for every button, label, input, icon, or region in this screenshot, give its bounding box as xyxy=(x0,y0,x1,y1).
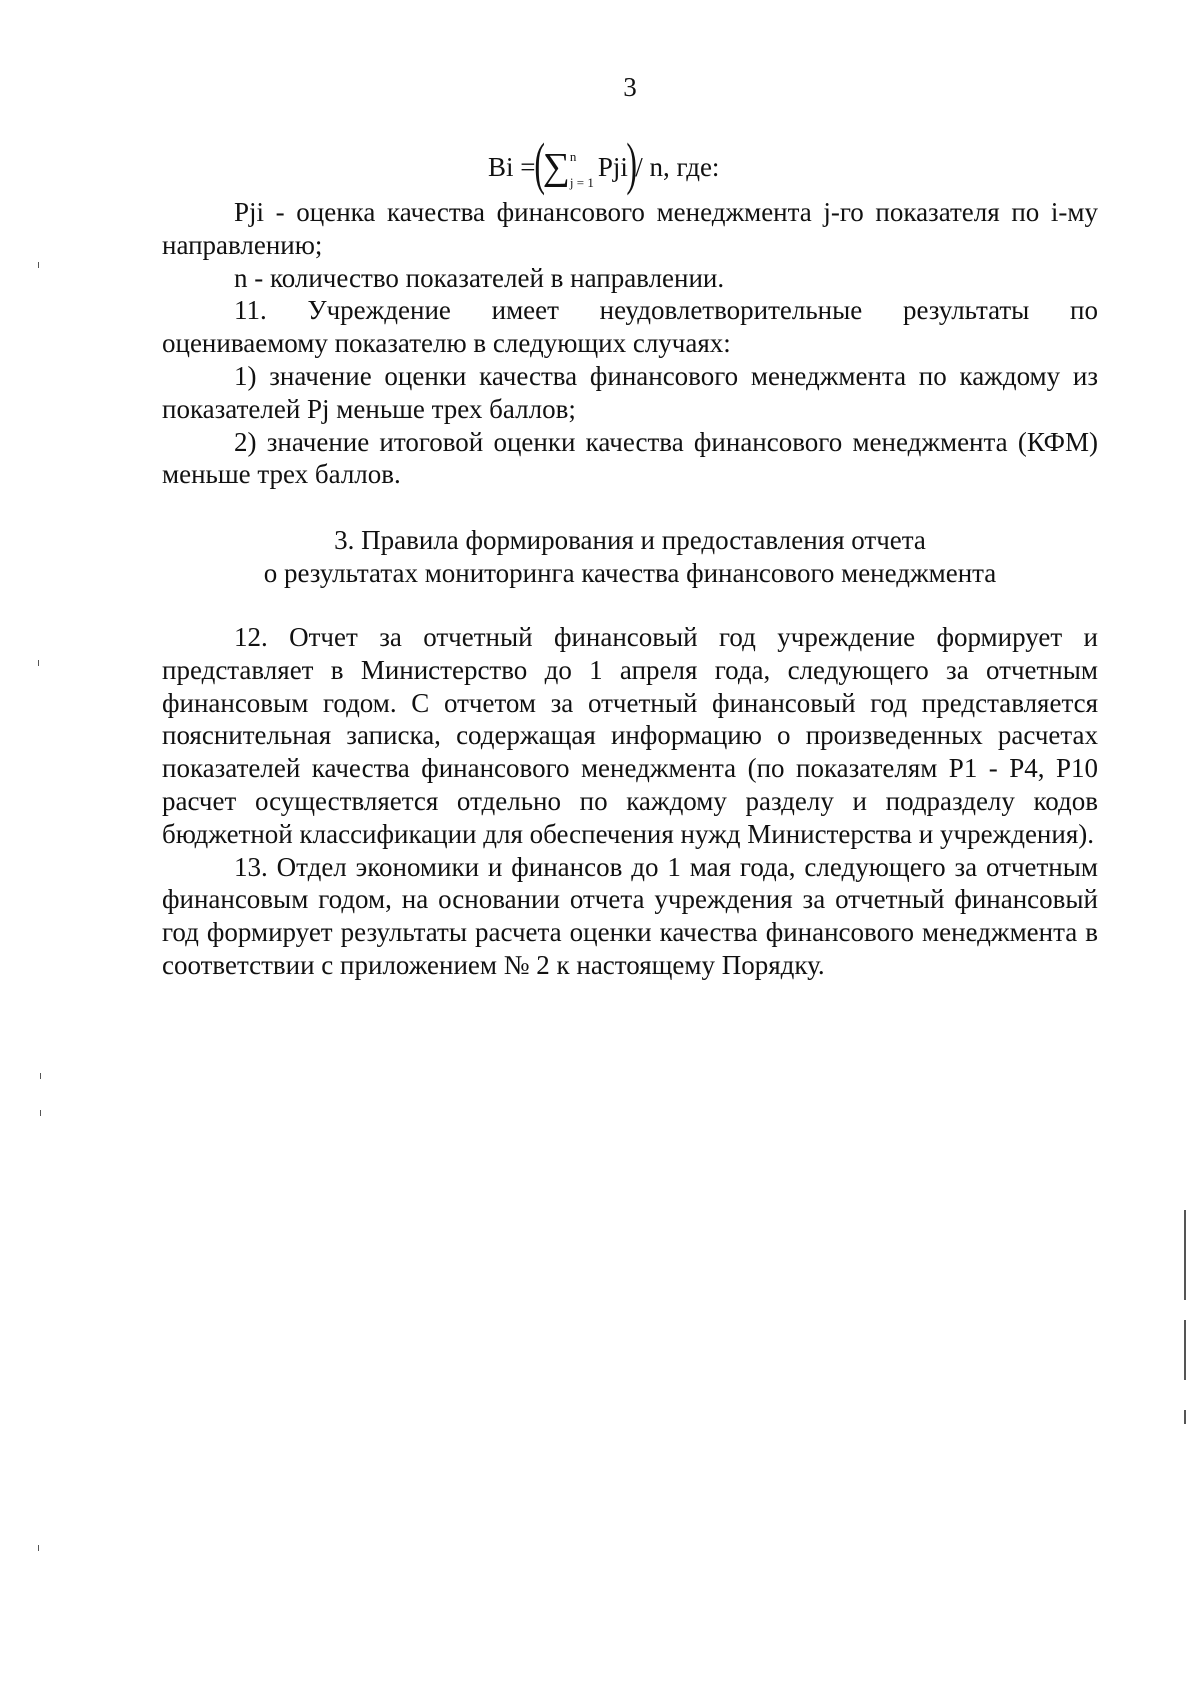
sum-limits xyxy=(569,148,594,190)
formula xyxy=(488,131,720,196)
scan-dot xyxy=(40,1110,41,1116)
section-3-title-line-2: о результатах мониторинга качества финансового менеджмента xyxy=(263,558,997,588)
scan-dot xyxy=(40,1073,41,1079)
item-11-case-1: 1) значение оценки качества финансового менеджмента по каждому из показателей Pj меньше трех баллов; xyxy=(162,360,1098,424)
item-11-case-2: 2) значение итоговой оценки качества финансового менеджмента (КФМ) меньше трех баллов. xyxy=(162,426,1098,490)
formula-term: Pji xyxy=(597,151,628,182)
sum-upper-limit: n xyxy=(569,148,577,164)
item-13: 13. Отдел экономики и финансов до 1 мая года, следующего за отчетным финансовым годом, на основании отчета учреждения за отчетный финансовый год формирует результаты расчета оценки качества финансового менеджмента в соответствии с приложением № 2 к настоящему Порядку. xyxy=(162,851,1098,980)
item-12: 12. Отчет за отчетный финансовый год учреждение формирует и представляет в Министерство до 1 апреля года, следующего за отчетным финансовым годом. С отчетом за отчетный финансовый год представляется пояснительная записка, содержащая информацию о произведенных расчетах показателей качества финансового менеджмента (по показателям P1 - P4, P10 расчет осуществляется отдельно по каждому разделу и подразделу кодов бюджетной классификации для обеспечения нужд Министерства и учреждения). xyxy=(162,622,1098,849)
sum-lower-limit: j = 1 xyxy=(569,175,594,190)
item-11: 11. Учреждение имеет неудовлетворительные результаты по оцениваемому показателю в следующих случаях: xyxy=(162,295,1098,359)
page-number: 3 xyxy=(623,72,637,102)
scan-dot xyxy=(38,262,39,268)
definition-pji: Pji - оценка качества финансового менеджмента j-го показателя по i-му направлению; xyxy=(162,197,1098,260)
formula-rhs: / n, где: xyxy=(635,151,720,182)
formula-open-paren: ( xyxy=(533,131,545,196)
section-3-body xyxy=(162,621,1098,982)
formula-lhs: Bi = xyxy=(488,151,536,182)
scan-dot xyxy=(38,660,39,666)
scan-dot xyxy=(38,1545,39,1551)
definition-n: n - количество показателей в направлении. xyxy=(234,262,725,293)
scan-edge-mark xyxy=(1184,1210,1186,1300)
scan-edge-mark xyxy=(1184,1320,1186,1380)
section-3-title-line-1: 3. Правила формирования и предоставления отчета xyxy=(334,525,926,555)
sum-sign-icon: ∑ xyxy=(542,146,570,188)
section-3-heading xyxy=(162,524,1098,590)
scan-edge-mark xyxy=(1184,1410,1186,1424)
formula-close-paren: ) xyxy=(626,131,637,196)
definitions-block xyxy=(162,196,1098,491)
